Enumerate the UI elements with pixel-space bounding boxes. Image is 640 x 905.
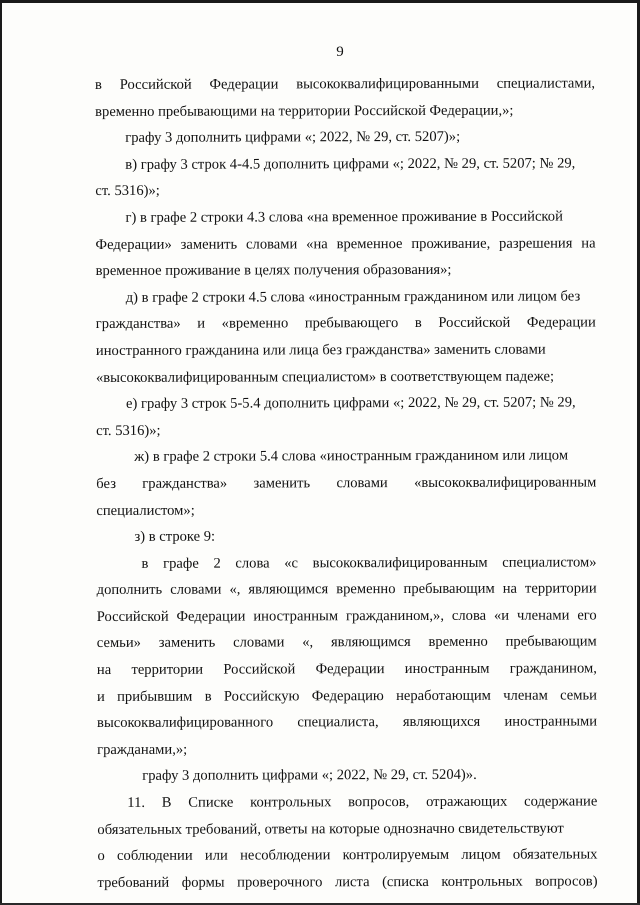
- text-line: семьи» заменить словами «, являющимся временно пребывающим: [96, 633, 597, 652]
- text-line: в графе 2 слова «с высококвалифицированным специалистом»: [141, 554, 597, 572]
- text-line: обязательных требований, ответы на которые однозначно свидетельствуют: [97, 820, 564, 838]
- text-line: графу 3 дополнить цифрами «; 2022, № 29, ст. 5207)»;: [125, 129, 461, 147]
- text-line: временно пребывающими на территории Российской Федерации,»;: [95, 102, 514, 120]
- text-line: без гражданства» заменить словами «высококвалифицированным: [96, 474, 597, 492]
- text-line: требований формы проверочного листа (списка контрольных вопросов): [97, 873, 598, 891]
- text-line: на территории Российской Федерации иностранным гражданином,: [96, 660, 597, 679]
- text-line: ст. 5316)»;: [95, 183, 160, 200]
- page-number: 9: [336, 44, 344, 60]
- text-line: г) в графе 2 строки 4.3 слова «на временное проживание в Российской: [125, 208, 563, 226]
- text-line: з) в строке 9:: [134, 528, 216, 545]
- text-line: д) в графе 2 строки 4.5 слова «иностранным гражданином или лицом без: [125, 288, 581, 306]
- text-line: гражданами,»;: [97, 741, 188, 758]
- text-line: о соблюдении или несоблюдении контролируемым лицом обязательных: [97, 846, 598, 865]
- text-line: специалистом»;: [96, 502, 195, 519]
- text-line: временное проживание в целях получения образования»;: [95, 262, 452, 280]
- text-line: гражданства» и «временно пребывающего в Российской Федерации: [95, 314, 596, 333]
- document-body: [95, 70, 598, 896]
- text-line: дополнить словами «, являющимся временно пребывающим на территории: [96, 580, 597, 599]
- scan-edge-top: [0, 0, 640, 3]
- text-line: в) графу 3 строк 4-4.5 дополнить цифрами «; 2022, № 29, ст. 5207; № 29,: [125, 155, 576, 173]
- text-line: 11. В Списке контрольных вопросов, отражающих содержание: [127, 793, 598, 811]
- text-line: иностранного гражданина или лица без гражданства» заменить словами: [95, 341, 546, 359]
- text-line: в Российской Федерации высококвалифицированными специалистами,: [95, 75, 596, 93]
- text-line: и прибывшим в Российскую Федерацию неработающим членам семьи: [96, 687, 597, 705]
- text-line: е) графу 3 строк 5-5.4 дополнить цифрами «; 2022, № 29, ст. 5207; № 29,: [126, 394, 576, 413]
- text-line: ст. 5316)»;: [96, 422, 161, 439]
- text-line: высококвалифицированного специалиста, являющихся иностранными: [97, 713, 598, 732]
- text-line: Федерации» заменить словами «на временное проживание, разрешения на: [95, 234, 596, 253]
- text-line: ж) в графе 2 строки 5.4 слова «иностранным гражданином или лицом: [134, 447, 569, 466]
- text-line: Российской Федерации иностранным гражданином,», слова «и членами его: [96, 607, 597, 625]
- text-line: «высококвалифицированным специалистом» в соответствующем падеже;: [95, 368, 555, 386]
- scan-edge-left: [0, 0, 2, 905]
- text-line: графу 3 дополнить цифрами «; 2022, № 29, ст. 5204)».: [142, 767, 477, 785]
